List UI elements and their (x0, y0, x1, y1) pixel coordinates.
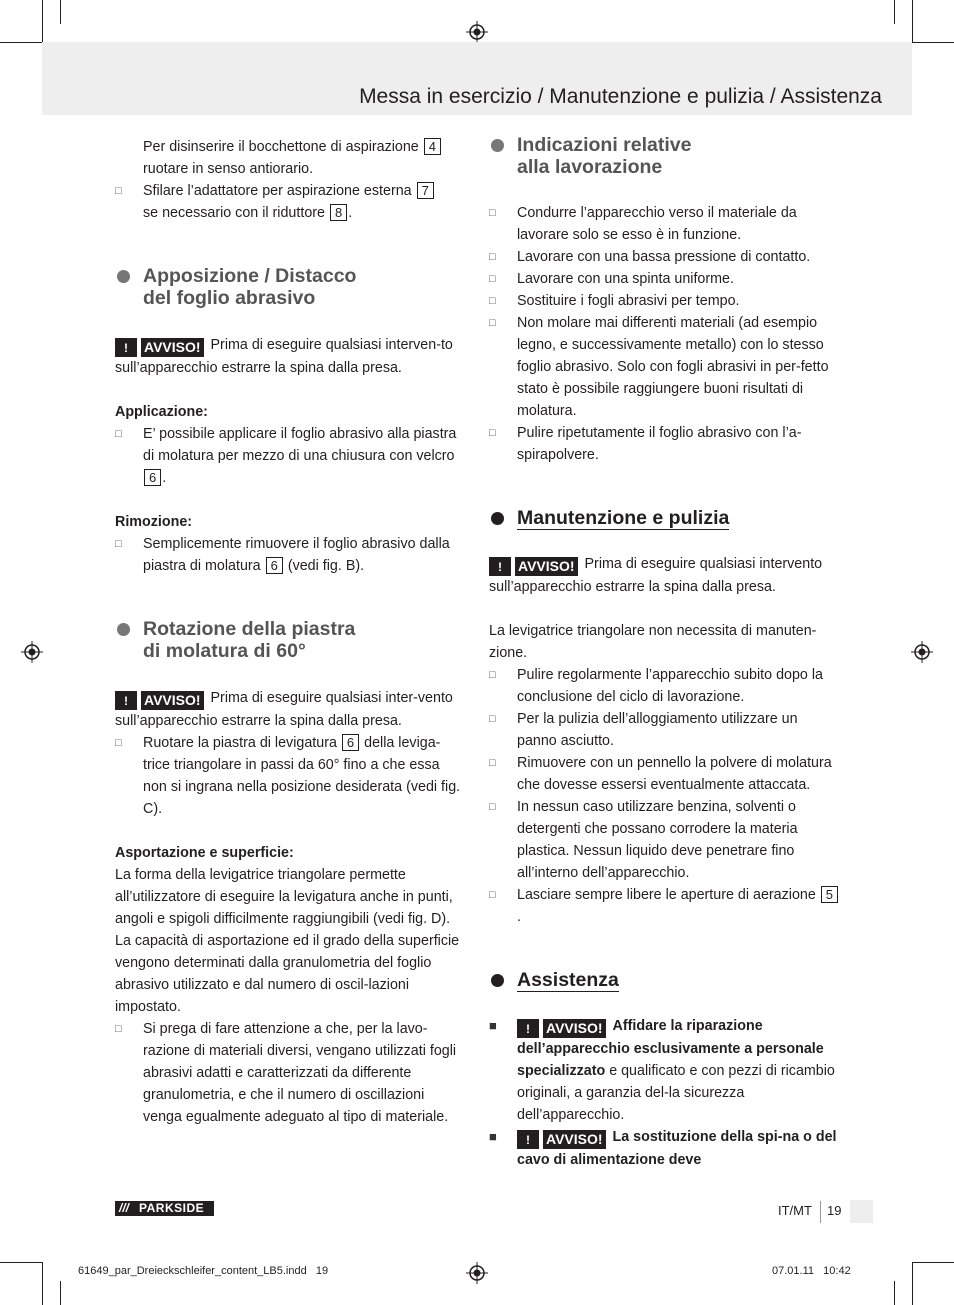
list-item: □ Lasciare sempre libere le aperture di aerazione 5. (489, 884, 841, 928)
left-column (115, 134, 467, 1128)
language-code: IT/MT (778, 1203, 812, 1218)
page-title: Messa in esercizio / Manutenzione e pulizia / Assistenza (359, 85, 882, 108)
checkbox-bullet-icon: □ (489, 889, 496, 901)
list-item: Per disinserire il bocchettone di aspirazione 4 ruotare in senso antiorario. (115, 136, 467, 180)
right-column (489, 134, 841, 1171)
list-item: □ Lavorare con una spinta uniforme. (489, 268, 841, 290)
checkbox-bullet-icon: □ (489, 273, 496, 285)
warning-badge: ! AVVISO! (517, 1130, 606, 1149)
warning-paragraph: ! AVVISO! Prima di eseguire qualsiasi intervento sull’apparecchio estrarre la spina dalla presa. (489, 556, 823, 595)
warning-badge: ! AVVISO! (115, 691, 204, 710)
page-number: 19 (827, 1203, 842, 1218)
square-bullet-icon: ■ (489, 1018, 497, 1033)
list-item: □ Pulire ripetutamente il foglio abrasivo con l’a-spirapolvere. (489, 422, 841, 466)
part-ref: 5 (821, 886, 838, 903)
subheading: Applicazione: (115, 404, 208, 420)
paragraph: La forma della levigatrice triangolare permette all’utilizzatore di eseguire la levigatura anche in punti, angoli e spigoli difficilmente raggiungibili (vedi fig. D). (115, 867, 453, 927)
list-item: □ Si prega di fare attenzione a che, per la lavo-razione di materiali diversi, vengano utilizzati fogli abrasivi adatti e caratterizzati da differente granulometria, e che il numero di oscillazioni venga egualmente adeguato al tipo di materiale. (115, 1018, 467, 1128)
list-item: □ E’ possibile applicare il foglio abrasivo alla piastra di molatura per mezzo di una chiusura con velcro 6 . (115, 423, 467, 489)
part-ref: 8 (330, 204, 347, 221)
crop-mark (0, 1262, 42, 1263)
list-item: □ Rimuovere con un pennello la polvere di molatura che dovesse essersi eventualmente attaccata. (489, 752, 841, 796)
crop-mark (60, 1281, 61, 1305)
checkbox-bullet-icon: □ (489, 317, 496, 329)
checkbox-bullet-icon: □ (115, 737, 122, 749)
registration-mark-icon (466, 1262, 488, 1284)
checkbox-bullet-icon: □ (489, 757, 496, 769)
warning-triangle-icon: ! (489, 557, 511, 576)
subheading: Asportazione e superficie: (115, 845, 294, 861)
logo-stripes-icon: /// (119, 1201, 130, 1215)
list-item: □ Non molare mai differenti materiali (ad esempio legno, e successivamente metallo) con lo stesso foglio abrasivo. Solo con fogli abrasivi in per-fetto stato è possibile raggiungere buoni risultati di molatura. (489, 312, 841, 422)
checkbox-bullet-icon: □ (115, 538, 122, 550)
crop-mark (894, 0, 895, 24)
warning-badge: ! AVVISO! (489, 557, 578, 576)
section-heading-maintenance: Manutenzione e pulizia (489, 507, 841, 529)
crop-mark (42, 0, 43, 42)
checkbox-bullet-icon: □ (489, 713, 496, 725)
crop-mark (912, 1262, 913, 1305)
part-ref: 6 (342, 734, 359, 751)
checkbox-bullet-icon: □ (489, 207, 496, 219)
subheading: Rimozione: (115, 514, 193, 530)
paragraph: La levigatrice triangolare non necessita di manuten-zione. (489, 623, 817, 661)
crop-mark (60, 0, 61, 24)
slug-file: 61649_par_Dreieckschleifer_content_LB5.indd 19 (78, 1265, 329, 1277)
list-item: □ Pulire regolarmente l’apparecchio subito dopo la conclusione del ciclo di lavorazione. (489, 664, 841, 708)
square-bullet-icon: ■ (489, 1129, 497, 1144)
checkbox-bullet-icon: □ (489, 295, 496, 307)
warning-paragraph: ! AVVISO! Prima di eseguire qualsiasi interven-to sull’apparecchio estrarre la spina dalla presa. (115, 337, 453, 376)
section-heading-rotation: Rotazione della piastra di molatura di 60° (115, 618, 467, 662)
part-ref: 7 (417, 182, 434, 199)
page-tab (850, 1200, 873, 1223)
checkbox-bullet-icon: □ (115, 185, 122, 197)
section-heading-processing: Indicazioni relative alla lavorazione (489, 134, 841, 178)
warning-badge: ! AVVISO! (115, 338, 204, 357)
parkside-logo: /// PARKSIDE (115, 1201, 214, 1216)
registration-mark-icon (911, 641, 933, 663)
paragraph: La capacità di asportazione ed il grado della superficie vengono determinati dalla granulometria del foglio abrasivo utilizzato e dal numero di oscil-lazioni impostato. (115, 933, 460, 1015)
list-item: □ In nessun caso utilizzare benzina, solventi o detergenti che possano corrodere la materia plastica. Nessun liquido deve penetrare fino all’interno dell’apparecchio. (489, 796, 841, 884)
bullet-dot-icon (491, 139, 504, 152)
checkbox-bullet-icon: □ (115, 428, 122, 440)
list-item: □ Ruotare la piastra di levigatura 6 della leviga-trice triangolare in passi da 60° fino a che essa non si ingrana nella posizione desiderata (vedi fig. C). (115, 732, 467, 820)
divider (820, 1201, 821, 1223)
checkbox-bullet-icon: □ (489, 801, 496, 813)
registration-mark-icon (21, 641, 43, 663)
checkbox-bullet-icon: □ (489, 427, 496, 439)
part-ref: 4 (424, 138, 441, 155)
registration-mark-icon (466, 21, 488, 43)
warning-triangle-icon: ! (517, 1019, 539, 1038)
warning-triangle-icon: ! (115, 338, 137, 357)
part-ref: 6 (144, 469, 161, 486)
crop-mark (912, 0, 913, 42)
section-heading-service: Assistenza (489, 969, 841, 991)
bullet-dot-icon (491, 974, 504, 987)
list-item: □ Lavorare con una bassa pressione di contatto. (489, 246, 841, 268)
part-ref: 6 (266, 557, 283, 574)
crop-mark (912, 1262, 954, 1263)
list-item: □ Condurre l’apparecchio verso il materiale da lavorare solo se esso è in funzione. (489, 202, 841, 246)
checkbox-bullet-icon: □ (489, 251, 496, 263)
list-item: □ Per la pulizia dell’alloggiamento utilizzare un panno asciutto. (489, 708, 841, 752)
slug-date: 07.01.11 10:42 (772, 1265, 851, 1277)
warning-paragraph: ! AVVISO! Prima di eseguire qualsiasi inter-vento sull’apparecchio estrarre la spina dalla presa. (115, 690, 453, 729)
bullet-dot-icon (117, 270, 130, 283)
crop-mark (0, 42, 42, 43)
crop-mark (42, 1262, 43, 1305)
list-item: ■ ! AVVISO! La sostituzione della spi-na o del cavo di alimentazione deve (489, 1126, 841, 1171)
crop-mark (912, 42, 954, 43)
list-item: □ Sostituire i fogli abrasivi per tempo. (489, 290, 841, 312)
checkbox-bullet-icon: □ (489, 669, 496, 681)
list-item: □ Semplicemente rimuovere il foglio abrasivo dalla piastra di molatura 6 (vedi fig. B). (115, 533, 467, 577)
bullet-dot-icon (117, 623, 130, 636)
crop-mark (894, 1281, 895, 1305)
list-item: ■ ! AVVISO! Affidare la riparazione dell’apparecchio esclusivamente a personale specializzato e qualificato e con pezzi di ricambio originali, a garanzia del-la sicurezza dell’apparecchio. (489, 1015, 841, 1126)
warning-triangle-icon: ! (115, 691, 137, 710)
warning-triangle-icon: ! (517, 1130, 539, 1149)
checkbox-bullet-icon: □ (115, 1023, 122, 1035)
bullet-dot-icon (491, 512, 504, 525)
list-item: □ Sfilare l’adattatore per aspirazione esterna 7 se necessario con il riduttore 8 . (115, 180, 467, 224)
section-heading-abrasive-sheet: Apposizione / Distacco del foglio abrasivo (115, 265, 467, 309)
warning-badge: ! AVVISO! (517, 1019, 606, 1038)
